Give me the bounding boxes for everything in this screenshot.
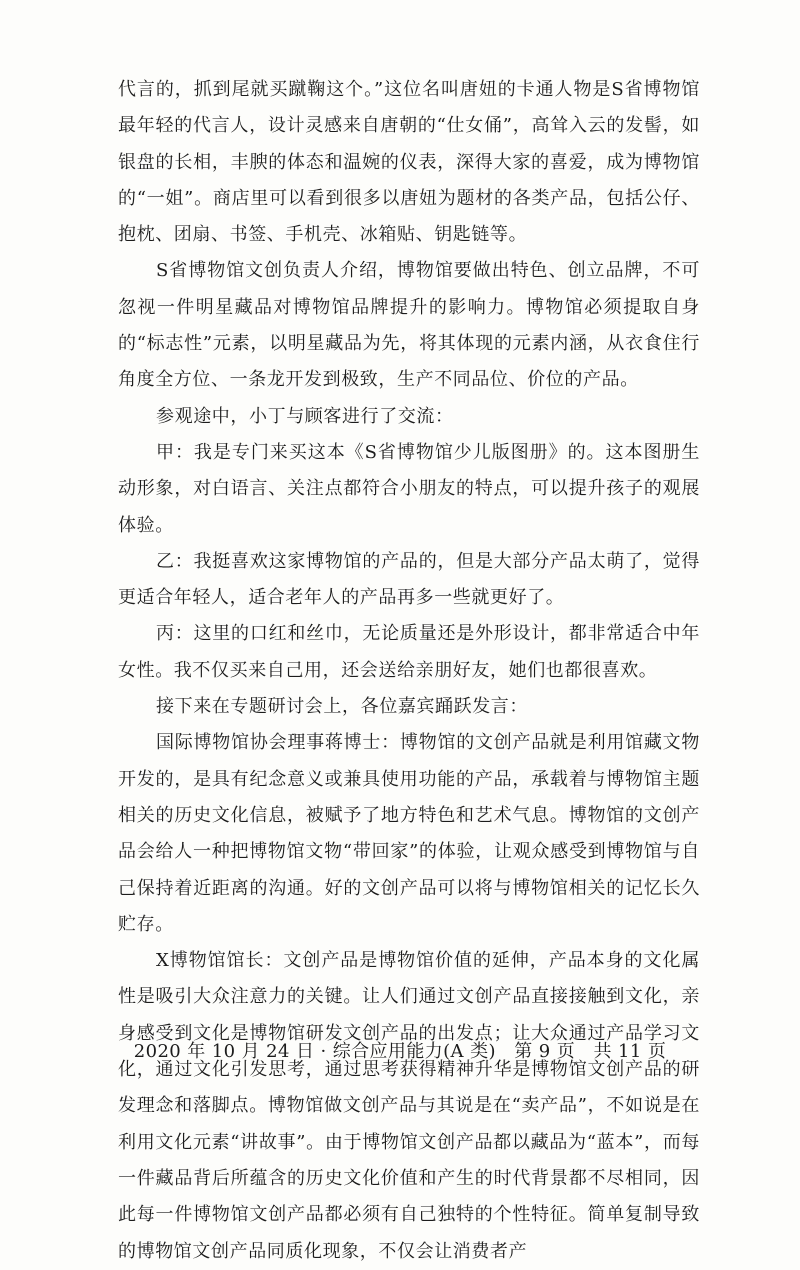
paragraph-1: 代言的，抓到尾就买蹴鞠这个。”这位名叫唐妞的卡通人物是S省博物馆最年轻的代言人，设计灵感来自唐朝的“仕女俑”，高耸入云的发髻，如银盘的长相，丰腴的体态和温婉的仪表，深得大家的喜爱，成为博物馆的“一姐”。商店里可以看到很多以唐妞为题材的各类产品，包括公仔、抱枕、团扇、书签、手机壳、冰箱贴、钥匙链等。	[118, 79, 700, 246]
footer-text: 2020 年 10 月 24 日 · 综合应用能力(A 类) 第 9 页 共 11 页	[133, 1041, 667, 1062]
paragraph-4: 甲：我是专门来买这本《S省博物馆少儿版图册》的。这本图册生动形象，对白语言、关注点都符合小朋友的特点，可以提升孩子的观展体验。	[118, 441, 700, 536]
paragraph-9: X博物馆馆长：文创产品是博物馆价值的延伸，产品本身的文化属性是吸引大众注意力的关键。让人们通过文创产品直接接触到文化，亲身感受到文化是博物馆研发文创产品的出发点；让大众通过产品学习文化，通过文化引发思考，通过思考获得精神升华是博物馆文创产品的研发理念和落脚点。博物馆做文创产品与其说是在“卖产品”，不如说是在利用文化元素“讲故事”。由于博物馆文创产品都以藏品为“蓝本”，而每一件藏品背后所蕴含的历史文化价值和产生的时代背景都不尽相同，因此每一件博物馆文创产品都必须有自己独特的个性特征。简单复制导致的博物馆文创产品同质化现象，不仅会让消费者产	[118, 950, 700, 1262]
paragraph-6: 丙：这里的口红和丝巾，无论质量还是外形设计，都非常适合中年女性。我不仅买来自己用，还会送给亲朋好友，她们也都很喜欢。	[118, 623, 700, 681]
page-footer	[0, 1037, 800, 1063]
paragraph-8: 国际博物馆协会理事蒋博士：博物馆的文创产品就是利用馆藏文物开发的，是具有纪念意义或兼具使用功能的产品，承载着与博物馆主题相关的历史文化信息，被赋予了地方特色和艺术气息。博物馆的文创产品会给人一种把博物馆文物“带回家”的体验，让观众感受到博物馆与自己保持着近距离的沟通。好的文创产品可以将与博物馆相关的记忆长久贮存。	[118, 732, 700, 935]
paragraph-2: S省博物馆文创负责人介绍，博物馆要做出特色、创立品牌，不可忽视一件明星藏品对博物馆品牌提升的影响力。博物馆必须提取自身的“标志性”元素，以明星藏品为先，将其体现的元素内涵，从衣食住行角度全方位、一条龙开发到极致，生产不同品位、价位的产品。	[118, 260, 700, 391]
paragraph-3: 参观途中，小丁与顾客进行了交流：	[156, 405, 454, 427]
paragraph-7: 接下来在专题研讨会上，各位嘉宾踊跃发言：	[156, 696, 528, 718]
paragraph-5: 乙：我挺喜欢这家博物馆的产品的，但是大部分产品太萌了，觉得更适合年轻人，适合老年人的产品再多一些就更好了。	[118, 550, 700, 609]
document-body	[118, 72, 700, 1270]
